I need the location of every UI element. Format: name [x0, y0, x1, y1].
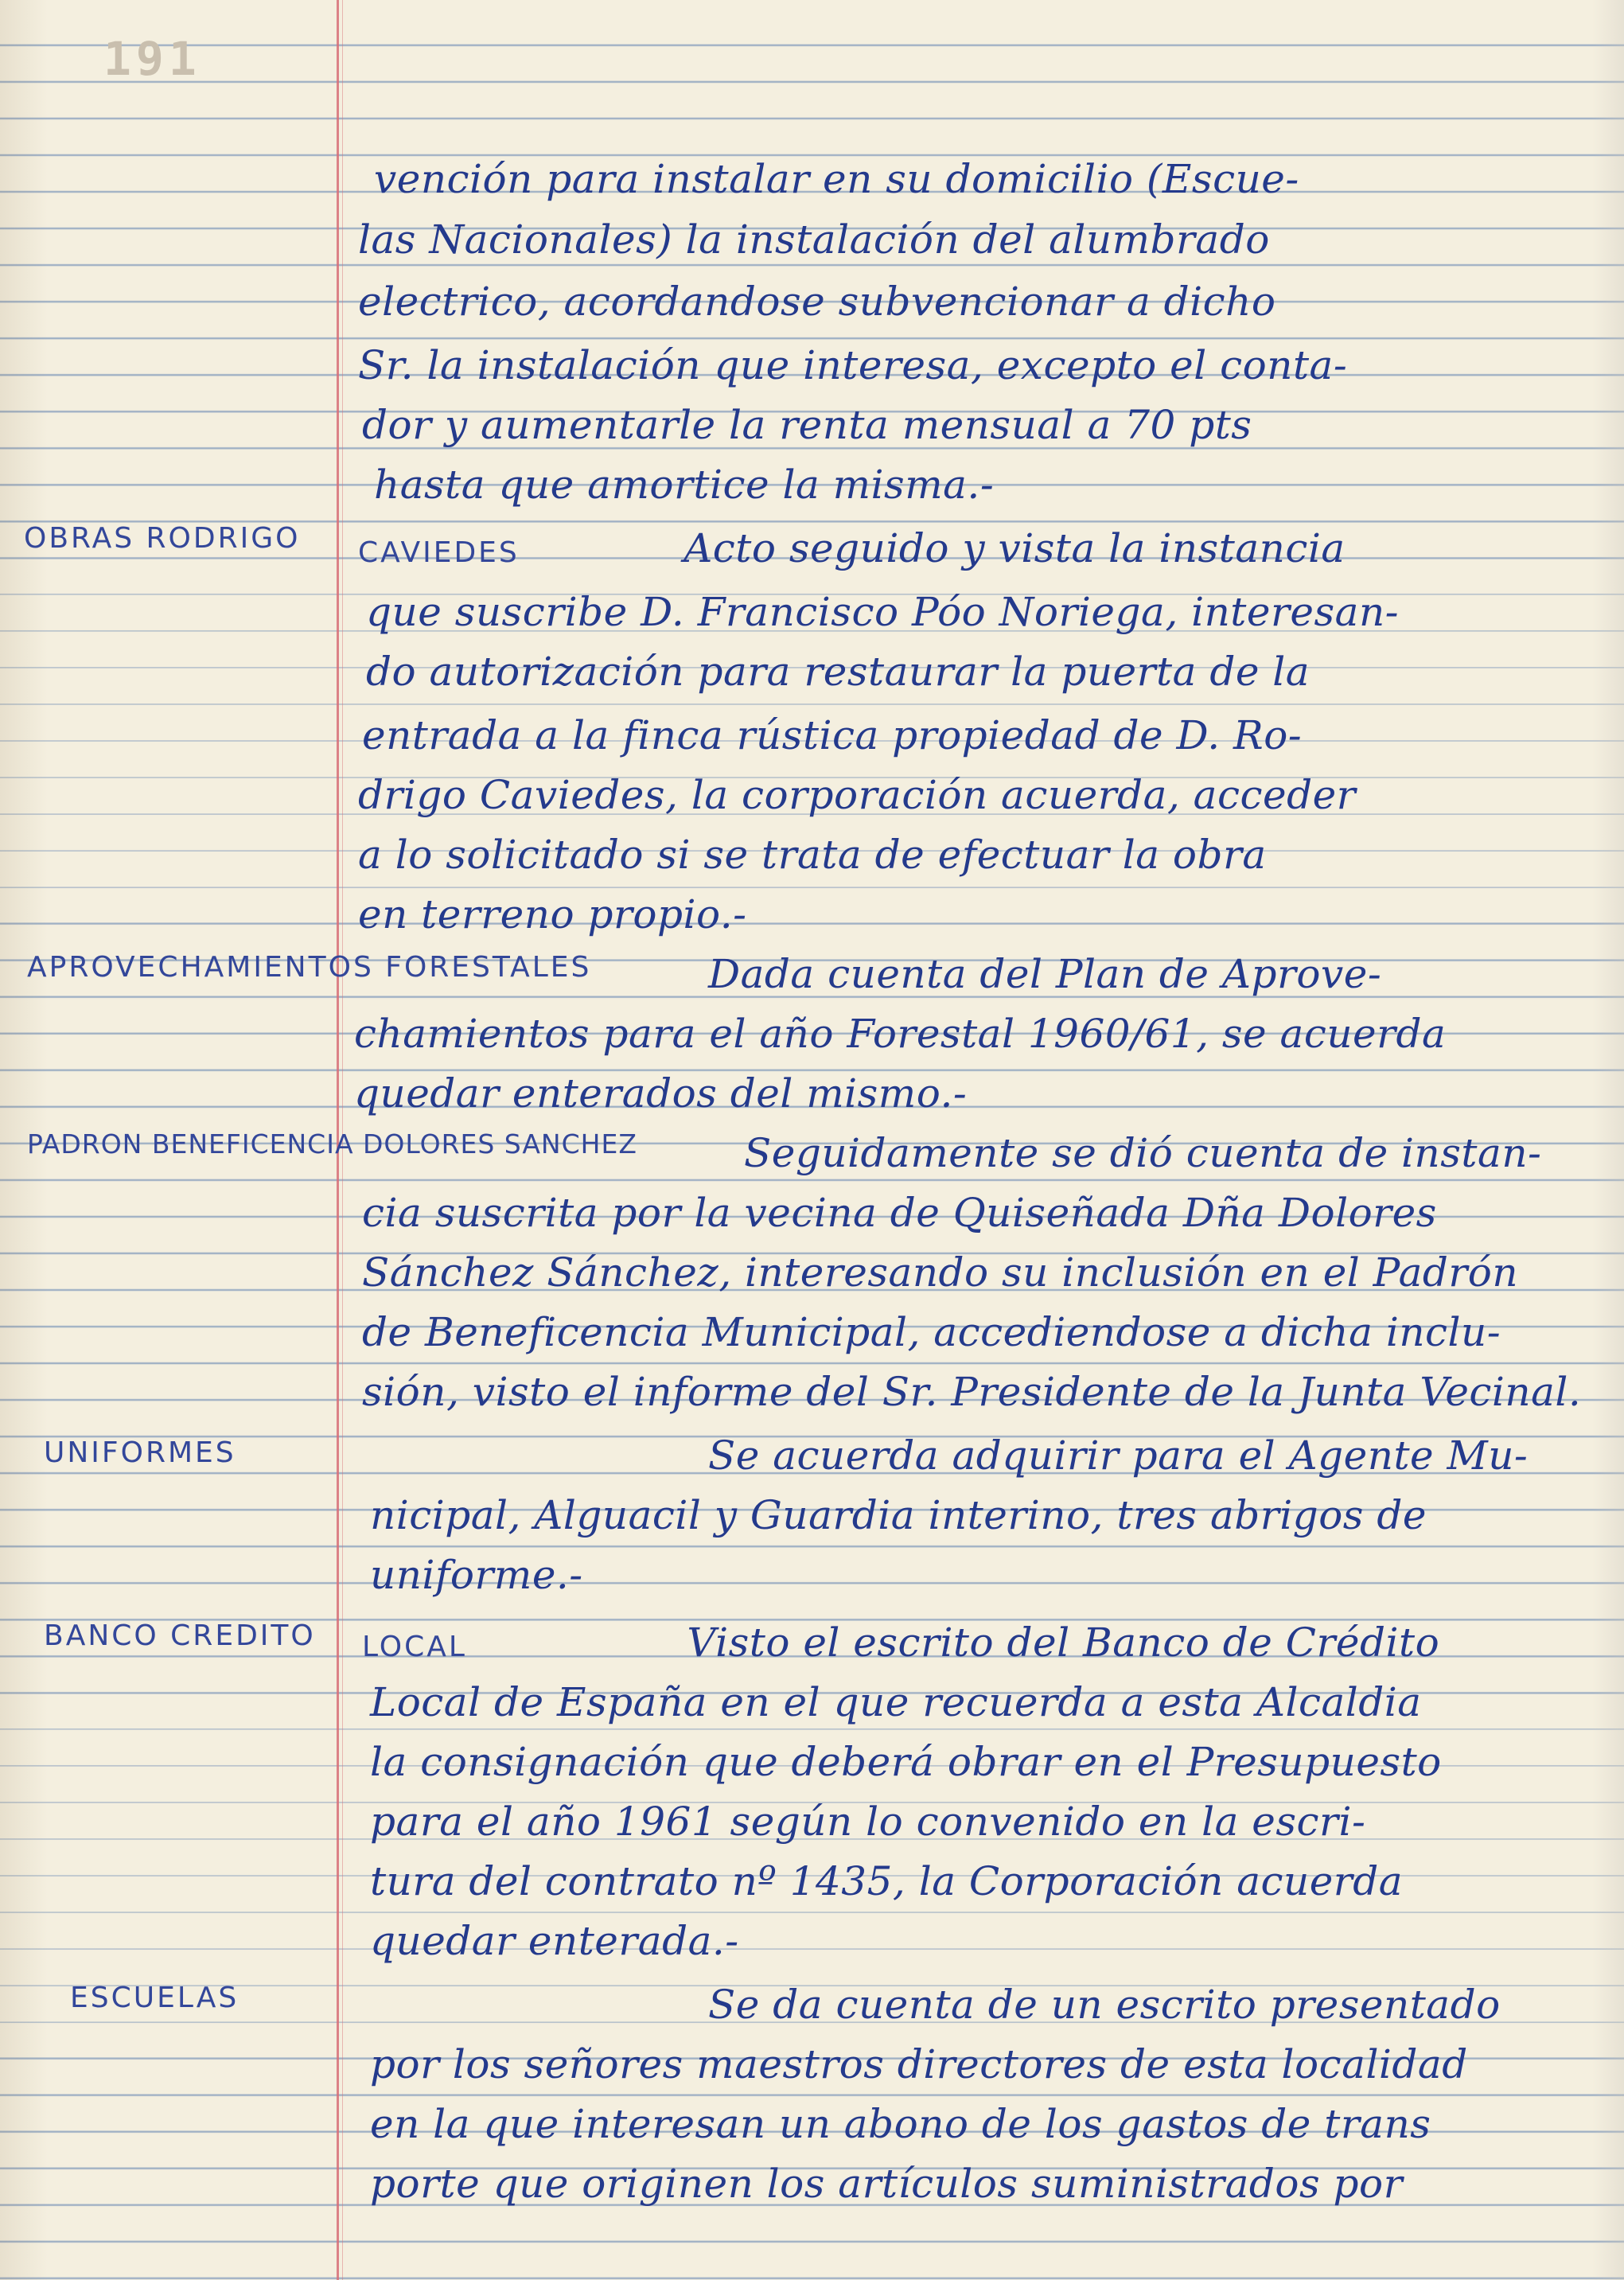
text-line: do autorización para restaurar la puerta de la: [366, 649, 1310, 695]
text-line: quedar enterados del mismo.-: [354, 1070, 968, 1117]
text-line: uniforme.-: [370, 1552, 583, 1598]
text-line: Se acuerda adquirir para el Agente Mu-: [708, 1432, 1529, 1479]
margin-heading-uniformes: UNIFORMES: [44, 1436, 236, 1469]
text-line: Local de España en el que recuerda a esta Alcaldia: [370, 1679, 1422, 1725]
text-line: por los señores maestros directores de esta localidad: [370, 2041, 1468, 2087]
margin-heading-escuelas: ESCUELAS: [70, 1982, 240, 2014]
text-line: que suscribe D. Francisco Póo Noriega, interesan-: [366, 589, 1400, 635]
text-line: [362, 1619, 1439, 1666]
text-line: Dada cuenta del Plan de Aprove-: [708, 951, 1382, 997]
text-line: sión, visto el informe del Sr. Presidente de la Junta Vecinal.: [362, 1369, 1582, 1415]
text-line: cia suscrita por la vecina de Quiseñada Dña Dolores: [362, 1190, 1437, 1236]
text-line: hasta que amortice la misma.-: [374, 462, 995, 508]
page-edge-shadow: [1592, 0, 1624, 2280]
line-text: Acto seguido y vista la instancia: [683, 525, 1346, 571]
text-line: drigo Caviedes, la corporación acuerda, acceder: [358, 772, 1357, 818]
line-text: Visto el escrito del Banco de Crédito: [687, 1619, 1440, 1666]
margin-heading-banco: BANCO CREDITO: [44, 1619, 316, 1652]
heading-continuation: LOCAL: [362, 1631, 467, 1663]
margin-heading-obras: OBRAS RODRIGO: [24, 522, 301, 555]
text-line: vención para instalar en su domicilio (Escue-: [374, 156, 1299, 202]
text-line: de Beneficencia Municipal, accediendose a dicha inclu-: [362, 1309, 1501, 1355]
margin-heading-aprovechamientos: APROVECHAMIENTOS FORESTALES: [27, 951, 592, 984]
text-line: [358, 525, 1346, 571]
text-line: tura del contrato nº 1435, la Corporación acuerda: [370, 1858, 1404, 1904]
text-line: porte que originen los artículos suministrados por: [370, 2161, 1404, 2207]
text-line: en terreno propio.-: [358, 891, 747, 937]
text-line: Sr. la instalación que interesa, excepto el conta-: [358, 342, 1348, 388]
text-line: para el año 1961 según lo convenido en la escri-: [370, 1799, 1366, 1845]
page-number: 191: [103, 32, 201, 86]
text-line: dor y aumentarle la renta mensual a 70 pts: [362, 402, 1252, 448]
text-line: electrico, acordandose subvencionar a dicho: [358, 279, 1276, 325]
text-line: la consignación que deberá obrar en el Presupuesto: [370, 1739, 1442, 1785]
heading-continuation: CAVIEDES: [358, 536, 520, 569]
text-line: quedar enterada.-: [370, 1918, 739, 1964]
text-line: Se da cuenta de un escrito presentado: [708, 1982, 1501, 2028]
text-line: Sánchez Sánchez, interesando su inclusión en el Padrón: [362, 1249, 1519, 1296]
text-line: chamientos para el año Forestal 1960/61, se acuerda: [354, 1011, 1447, 1057]
text-line: en la que interesan un abono de los gastos de trans: [370, 2101, 1431, 2147]
text-line: las Nacionales) la instalación del alumbrado: [358, 216, 1270, 263]
margin-heading-padron: PADRON BENEFICENCIA DOLORES SANCHEZ: [27, 1128, 637, 1159]
text-line: a lo solicitado si se trata de efectuar la obra: [358, 832, 1267, 878]
text-line: nicipal, Alguacil y Guardia interino, tres abrigos de: [370, 1492, 1427, 1538]
text-line: Seguidamente se dió cuenta de instan-: [744, 1130, 1542, 1176]
text-line: entrada a la finca rústica propiedad de D. Ro-: [362, 712, 1303, 758]
